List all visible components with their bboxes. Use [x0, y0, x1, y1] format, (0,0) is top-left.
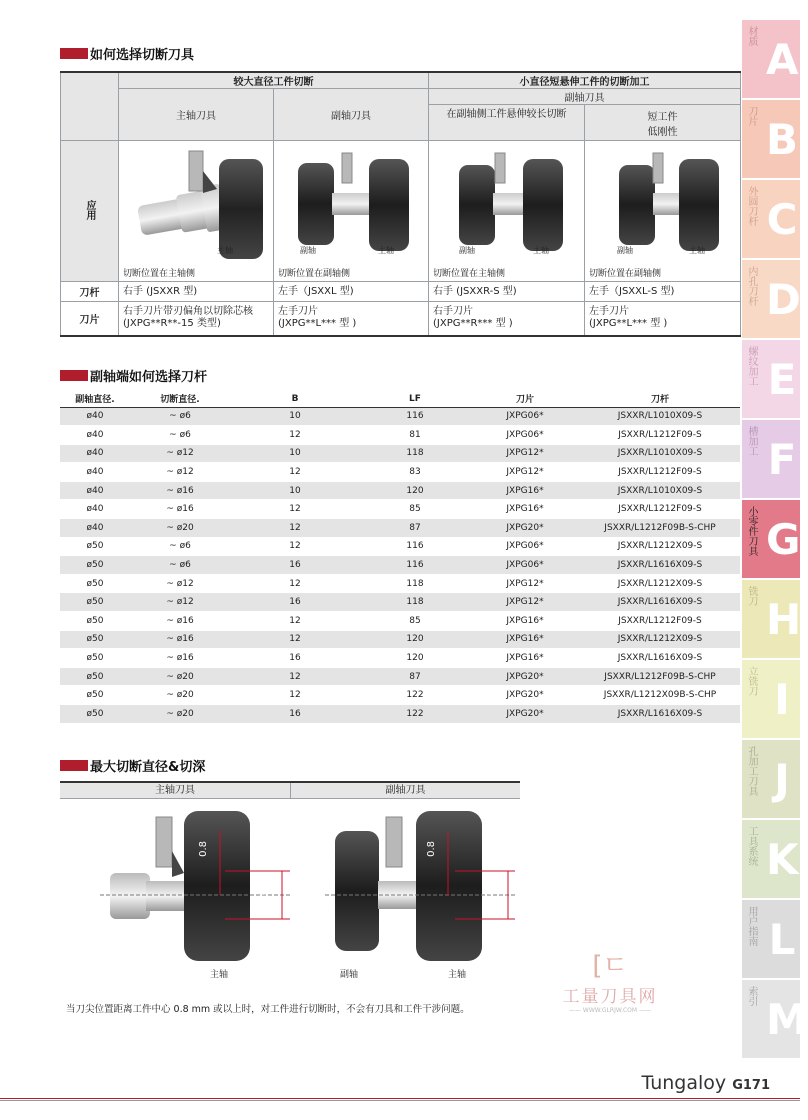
section1-title-text: 如何选择切断刀具 — [90, 48, 195, 63]
table-cell: ø50 — [60, 612, 130, 631]
col4-header — [585, 105, 741, 141]
table-cell: ~ ø6 — [130, 537, 230, 556]
footer-rule — [0, 1098, 800, 1099]
table-cell: JXPG20* — [470, 705, 580, 724]
tab-letter: C — [766, 195, 798, 244]
table-cell: JSXXR/L1616X09-S — [580, 705, 740, 724]
tool-selection-table — [60, 71, 741, 337]
table-cell: ~ ø20 — [130, 686, 230, 705]
table-cell: ~ ø16 — [130, 630, 230, 649]
table-cell: 12 — [230, 667, 360, 686]
row-holder-label: 刀杆 — [61, 282, 119, 302]
insert-4-line2: (JXPG**L*** 型 ) — [589, 318, 668, 330]
table-cell: JSXXR/L1616X09-S — [580, 556, 740, 575]
table-cell: 12 — [230, 463, 360, 482]
header-sub-dia: 副轴直径. — [60, 391, 130, 407]
table-cell: JSXXR/L1212F09-S — [580, 500, 740, 519]
table-cell: JXPG16* — [470, 612, 580, 631]
table-cell: 12 — [230, 574, 360, 593]
row-apply-label — [61, 141, 119, 282]
table-cell: 122 — [360, 705, 470, 724]
table-cell: 12 — [230, 500, 360, 519]
table-cell: JSXXR/L1010X09-S — [580, 407, 740, 426]
table-cell: ø40 — [60, 500, 130, 519]
interference-note: 当刀尖位置距离工件中心 0.8 mm 或以上时，对工件进行切断时，不会有刀具和工件干涉问题。 — [66, 1004, 470, 1015]
table-row — [60, 593, 740, 612]
header-lf: LF — [360, 391, 470, 407]
label-main-3: 主轴 — [533, 246, 549, 255]
table-cell: ø50 — [60, 556, 130, 575]
col1-header: 主轴刀具 — [119, 89, 274, 141]
watermark-logo-icon: [ㄷ — [592, 951, 628, 981]
tab-label: 槽加工 — [746, 426, 757, 456]
holder-1: 右手 (JSXXR 型) — [119, 282, 274, 302]
insert-2-line2: (JXPG**L*** 型 ) — [278, 318, 357, 330]
tab-g[interactable] — [742, 500, 800, 578]
table-cell: ø50 — [60, 649, 130, 668]
caption-1: 切断位置在主轴侧 — [123, 269, 196, 279]
dim-0-8-left: 0.8 — [198, 841, 209, 857]
table-cell: ~ ø20 — [130, 667, 230, 686]
table-cell: JXPG06* — [470, 537, 580, 556]
table-cell: ø40 — [60, 407, 130, 426]
insert-2-line1: 左手刀片 — [278, 306, 318, 318]
table-cell: ~ ø20 — [130, 519, 230, 538]
table-cell: 120 — [360, 481, 470, 500]
tab-m[interactable] — [742, 980, 808, 1058]
table-cell: JXPG20* — [470, 686, 580, 705]
tab-a[interactable] — [742, 20, 800, 98]
dim-d1-right: øD1 — [485, 875, 496, 896]
table-cell: 12 — [230, 426, 360, 445]
tab-b[interactable] — [742, 100, 800, 178]
tab-label: 孔加工刀具 — [746, 746, 757, 796]
watermark-line2: —— WWW.GLRJW.COM —— — [568, 1007, 651, 1014]
table-row — [60, 519, 740, 538]
tab-letter: H — [766, 595, 802, 644]
holder-selection-table — [60, 391, 740, 724]
section2-title-text: 副轴端如何选择刀杆 — [90, 370, 208, 385]
tab-letter: E — [767, 355, 797, 404]
tab-l[interactable] — [742, 900, 800, 978]
table-row — [60, 426, 740, 445]
table-cell: 10 — [230, 407, 360, 426]
table-cell: 83 — [360, 463, 470, 482]
table-cell: ø50 — [60, 537, 130, 556]
table-row — [60, 649, 740, 668]
table-cell: JXPG20* — [470, 519, 580, 538]
tab-letter: L — [768, 915, 796, 964]
table-row — [60, 705, 740, 724]
tab-h[interactable] — [742, 580, 800, 658]
tab-label: 材质 — [746, 26, 757, 46]
table-cell: ~ ø20 — [130, 705, 230, 724]
table-cell: 118 — [360, 593, 470, 612]
table-cell: 16 — [230, 556, 360, 575]
table-cell: JXPG16* — [470, 481, 580, 500]
table-cell: 118 — [360, 574, 470, 593]
table-cell: JXPG12* — [470, 593, 580, 612]
table-row — [60, 481, 740, 500]
table-cell: JXPG06* — [470, 426, 580, 445]
main-spindle-drawing — [119, 141, 274, 281]
tab-letter: A — [766, 35, 799, 84]
diagram-sub-spindle-2 — [429, 141, 585, 282]
table-cell: ~ ø16 — [130, 500, 230, 519]
insert-1-line1: 右手刀片带刃偏角以切除芯核 — [123, 306, 253, 318]
tab-label: 内孔刀杆 — [746, 266, 757, 306]
holder-table-body — [60, 407, 740, 723]
table-cell: 122 — [360, 686, 470, 705]
section3-title — [60, 756, 205, 775]
table-row — [60, 500, 740, 519]
table-cell: ø50 — [60, 630, 130, 649]
table-cell: ø40 — [60, 444, 130, 463]
table-cell: JSXXR/L1212F09-S — [580, 426, 740, 445]
table-cell: JSXXR/L1616X09-S — [580, 649, 740, 668]
table-cell: 12 — [230, 519, 360, 538]
tab-letter: K — [766, 835, 799, 884]
tab-i[interactable] — [742, 660, 800, 738]
table-cell: 81 — [360, 426, 470, 445]
table-cell: JSXXR/L1212X09-S — [580, 630, 740, 649]
header-cut-dia: 切断直径. — [130, 391, 230, 407]
table-cell: ø40 — [60, 463, 130, 482]
label-sub-4: 副轴 — [617, 246, 633, 255]
table-row — [60, 612, 740, 631]
header-b: B — [230, 391, 360, 407]
tab-letter: I — [774, 675, 790, 724]
table-cell: ~ ø6 — [130, 426, 230, 445]
table-cell: ø50 — [60, 667, 130, 686]
insert-3 — [429, 302, 585, 336]
table-cell: JSXXR/L1212F09B-S-CHP — [580, 667, 740, 686]
tab-j[interactable] — [742, 740, 800, 818]
table-cell: ~ ø16 — [130, 649, 230, 668]
tab-letter: J — [774, 755, 790, 804]
header-insert: 刀片 — [470, 391, 580, 407]
label-sub-3: 副轴 — [459, 246, 475, 255]
tab-e[interactable] — [742, 340, 800, 418]
s3-label-sub: 副轴 — [340, 970, 359, 980]
table-cell: 120 — [360, 649, 470, 668]
table-cell: JXPG12* — [470, 463, 580, 482]
table-cell: JSXXR/L1212X09B-S-CHP — [580, 686, 740, 705]
s3-label-main-2: 主轴 — [448, 970, 467, 980]
diagram-sub-spindle-1 — [274, 141, 429, 282]
col4-line2: 低刚性 — [647, 126, 678, 138]
caption-2: 切断位置在副轴侧 — [278, 269, 351, 279]
label-sub-2: 副轴 — [300, 246, 316, 255]
table-cell: ø40 — [60, 426, 130, 445]
dim-0-8-right: 0.8 — [426, 841, 437, 857]
table-cell: 118 — [360, 444, 470, 463]
tab-c[interactable] — [742, 180, 800, 258]
holder-3: 右手 (JSXXR-S 型) — [429, 282, 585, 302]
table-cell: ~ ø6 — [130, 556, 230, 575]
table-cell: 12 — [230, 612, 360, 631]
table-cell: JSXXR/L1010X09-S — [580, 444, 740, 463]
table-row — [60, 463, 740, 482]
table-cell: JSXXR/L1212X09-S — [580, 574, 740, 593]
table-cell: 12 — [230, 630, 360, 649]
insert-3-line1: 右手刀片 — [433, 306, 473, 318]
table-cell: ø50 — [60, 705, 130, 724]
holder-4: 左手（JSXXL-S 型) — [585, 282, 741, 302]
holder-2: 左手（JSXXL 型) — [274, 282, 429, 302]
tab-letter: G — [766, 515, 801, 564]
table-cell: ø50 — [60, 574, 130, 593]
group-b-header: 小直径短悬伸工件的切断加工 — [429, 72, 741, 89]
table-cell: ø40 — [60, 519, 130, 538]
group-a-header: 较大直径工件切断 — [119, 72, 429, 89]
table-cell: 87 — [360, 519, 470, 538]
table-cell: ø50 — [60, 593, 130, 612]
table-cell: 16 — [230, 649, 360, 668]
insert-1-line2: (JXPG**R**-15 类型) — [123, 318, 221, 330]
table-cell: JSXXR/L1212X09-S — [580, 537, 740, 556]
insert-2 — [274, 302, 429, 336]
table-cell: ~ ø16 — [130, 612, 230, 631]
table-cell: ~ ø12 — [130, 444, 230, 463]
page-number: G171 — [732, 1078, 770, 1093]
insert-4 — [585, 302, 741, 336]
tab-label: 用户指南 — [746, 906, 757, 946]
table-cell: 120 — [360, 630, 470, 649]
tab-label: 工具系统 — [746, 826, 757, 866]
table-cell: 116 — [360, 407, 470, 426]
table-row — [60, 667, 740, 686]
label-main-4: 主轴 — [689, 246, 705, 255]
tab-label: 螺纹加工 — [746, 346, 757, 386]
col3-header: 在副轴侧工件悬伸较长切断 — [429, 105, 585, 141]
table-cell: ~ ø6 — [130, 407, 230, 426]
table-cell: 16 — [230, 705, 360, 724]
label-main-1: 主轴 — [217, 246, 233, 255]
tab-letter: B — [766, 115, 799, 164]
table-row — [60, 407, 740, 426]
footer-rule-2 — [0, 1100, 800, 1101]
table-cell: 87 — [360, 667, 470, 686]
s3-col1-header: 主轴刀具 — [60, 783, 290, 799]
table-row — [60, 686, 740, 705]
max-cut-diagram-box — [60, 781, 520, 1021]
section2-title — [60, 366, 207, 385]
diagram-sub-spindle-3 — [585, 141, 741, 282]
row-apply-text: 应用 — [84, 199, 95, 220]
s3-col2-header: 副轴刀具 — [291, 783, 520, 799]
table-row — [60, 630, 740, 649]
table-cell: 116 — [360, 537, 470, 556]
table-cell: ~ ø16 — [130, 481, 230, 500]
diagram-main-spindle — [119, 141, 274, 282]
table-cell: JXPG12* — [470, 444, 580, 463]
watermark — [540, 945, 680, 1014]
table-row — [60, 444, 740, 463]
table-cell: ø50 — [60, 686, 130, 705]
insert-3-line2: (JXPG**R*** 型 ) — [433, 318, 513, 330]
table-cell: JSXXR/L1010X09-S — [580, 481, 740, 500]
table-row — [60, 556, 740, 575]
table-cell: 10 — [230, 481, 360, 500]
table-cell: JSXXR/L1212F09-S — [580, 463, 740, 482]
header-holder: 刀杆 — [580, 391, 740, 407]
label-main-2: 主轴 — [378, 246, 394, 255]
table-cell: JXPG06* — [470, 556, 580, 575]
table-cell: 12 — [230, 686, 360, 705]
title-bar-icon — [60, 48, 88, 59]
section3-title-text: 最大切断直径&切深 — [90, 760, 206, 775]
table-cell: 85 — [360, 612, 470, 631]
col2-header: 副轴刀具 — [274, 89, 429, 141]
sub-b-header: 副轴刀具 — [429, 89, 741, 105]
table-cell: 10 — [230, 444, 360, 463]
tab-label: 小零件刀具 — [746, 506, 757, 556]
tab-label: 铣刀 — [746, 586, 757, 606]
table-cell: ~ ø12 — [130, 574, 230, 593]
tab-f[interactable] — [742, 420, 800, 498]
caption-3: 切断位置在主轴侧 — [433, 269, 506, 279]
tab-letter: D — [766, 275, 801, 324]
section1-title — [60, 44, 194, 63]
sub-spindle-drawing-2 — [429, 141, 585, 281]
tab-letter: F — [767, 435, 797, 484]
table-cell: 12 — [230, 537, 360, 556]
table-cell: ø40 — [60, 481, 130, 500]
table-cell: JXPG16* — [470, 649, 580, 668]
table-cell: ~ ø12 — [130, 593, 230, 612]
title-bar-icon — [60, 760, 88, 771]
tab-label: 索引 — [746, 986, 757, 1006]
tab-letter: M — [766, 995, 808, 1044]
row-insert-label: 刀片 — [61, 302, 119, 336]
title-bar-icon — [60, 370, 88, 381]
sub-spindle-drawing-3 — [585, 141, 741, 281]
table-cell: 16 — [230, 593, 360, 612]
insert-4-line1: 左手刀片 — [589, 306, 629, 318]
insert-1 — [119, 302, 274, 336]
table-cell: JSXXR/L1212F09B-S-CHP — [580, 519, 740, 538]
table-cell: JSXXR/L1616X09-S — [580, 593, 740, 612]
table-cell: JXPG12* — [470, 574, 580, 593]
watermark-line1: 工量刀具网 — [562, 987, 658, 1007]
sub-spindle-drawing-1 — [274, 141, 429, 281]
table-cell: JXPG06* — [470, 407, 580, 426]
table-cell: JXPG20* — [470, 667, 580, 686]
table-row — [60, 537, 740, 556]
dim-d1-left: øD1 — [258, 875, 269, 896]
caption-4: 切断位置在副轴侧 — [589, 269, 662, 279]
tab-label: 刀片 — [746, 106, 757, 126]
table-cell: JSXXR/L1212F09-S — [580, 612, 740, 631]
table-cell: 116 — [360, 556, 470, 575]
tab-k[interactable] — [742, 820, 800, 898]
s3-label-main-1: 主轴 — [210, 970, 229, 980]
table-row — [60, 574, 740, 593]
brand-name: Tungaloy — [641, 1072, 727, 1094]
col4-line1: 短工件 — [647, 111, 678, 123]
table-cell: 85 — [360, 500, 470, 519]
table-cell: ~ ø12 — [130, 463, 230, 482]
table-cell: JXPG16* — [470, 500, 580, 519]
footer — [641, 1072, 770, 1094]
tab-d[interactable] — [742, 260, 800, 338]
tab-label: 立铣刀 — [746, 666, 757, 696]
tab-label: 外圆刀杆 — [746, 186, 757, 226]
corner-cell — [61, 72, 119, 141]
table-cell: JXPG16* — [470, 630, 580, 649]
